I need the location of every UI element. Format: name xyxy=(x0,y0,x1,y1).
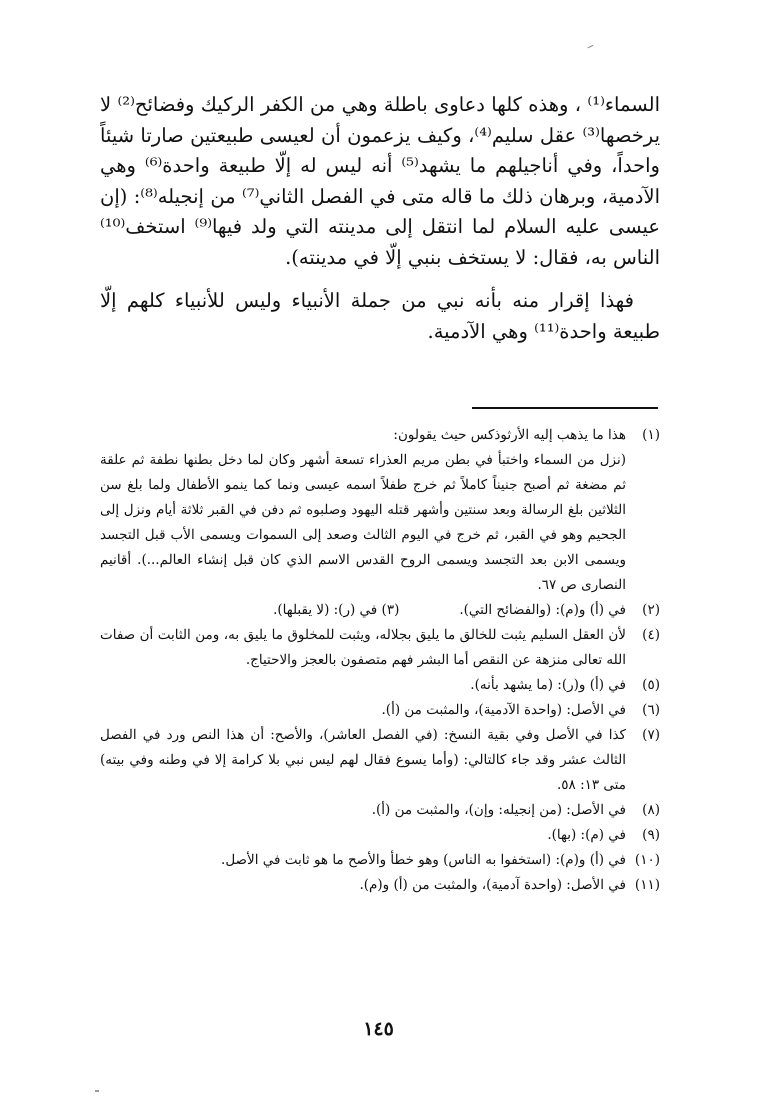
footnote-11 xyxy=(100,873,660,898)
footnote-3-text: في (ر): (لا يقبلها). xyxy=(273,602,378,618)
footnote-6 xyxy=(100,698,660,723)
footnote-10-text: في (أ) و(م): (استخفوا به الناس) وهو خطأ والأصح ما هو ثابت في الأصل. xyxy=(221,852,626,868)
footnote-separator-rule xyxy=(472,407,658,409)
footnote-number: (٧) xyxy=(642,727,660,743)
footnote-3 xyxy=(273,598,399,623)
footnote-number: (٣) xyxy=(381,602,400,618)
footnote-9 xyxy=(100,823,660,848)
footnote-number: (٢) xyxy=(642,602,660,618)
paragraph-2: فهذا إقرار منه بأنه نبي من جملة الأنبياء وليس للأنبياء كلهم إلّا طبيعة واحدة⁽¹¹⁾ وهي الآدمية. xyxy=(100,289,660,343)
footnote-11-text: في الأصل: (واحدة آدمية)، والمثبت من (أ) و(م). xyxy=(359,877,626,893)
footnote-1-intro: هذا ما يذهب إليه الأرثوذكس حيث يقولون: xyxy=(393,427,626,443)
footnote-7 xyxy=(100,723,660,798)
stray-dot-mark xyxy=(95,1090,99,1092)
footnote-8-text: في الأصل: (من إنجيله: وإن)، والمثبت من (أ). xyxy=(371,802,626,818)
footnote-1 xyxy=(100,423,660,598)
footnote-2-text: في (أ) و(م): (والفضائح التي). xyxy=(459,602,626,618)
footnote-number: (١٠) xyxy=(634,852,660,868)
footnote-9-text: في (م): (بها). xyxy=(547,827,626,843)
footnote-8 xyxy=(100,798,660,823)
footnotes-section xyxy=(100,423,660,898)
footnote-5 xyxy=(100,673,660,698)
footnote-body xyxy=(100,598,626,623)
footnote-2-3 xyxy=(100,598,660,623)
footnote-number: (٦) xyxy=(642,702,660,718)
footnote-number: (٩) xyxy=(642,827,660,843)
footnote-number: (٥) xyxy=(642,677,660,693)
footnote-number: (١١) xyxy=(634,877,660,893)
footnote-body xyxy=(100,423,626,598)
footnote-number: (٤) xyxy=(642,627,660,643)
footnote-5-text: في (أ) و(ر): (ما يشهد بأنه). xyxy=(470,677,626,693)
footnote-6-text: في الأصل: (واحدة الآدمية)، والمثبت من (أ). xyxy=(381,702,626,718)
footnote-4-text: لأن العقل السليم يثبت للخالق ما يليق بجلاله، ويثبت للمخلوق ما يليق به، ومن الثابت أن صفات الله تعالى منزهة عن النقص أما البشر فهم متصفون بالعجز والاحتياج. xyxy=(100,627,626,668)
footnote-10 xyxy=(100,848,660,873)
footnote-number: (٨) xyxy=(642,802,660,818)
main-body-text xyxy=(100,90,660,347)
footnote-1-quote: (نزل من السماء واختبأ في بطن مريم العذراء تسعة أشهر وكان لما دخل بطنها نطفة ثم علقة ثم مضغة ثم أصبح جنيناً كاملاً ثم خرج طفلاً اسمه عيسى ونما كما ينمو الأطفال ولما بلغ سن الثلاثين بلغ الرسالة وبعد سنتين وأشهر قتله اليهود وصلبوه ثم دفن في القبر ثلاثة أيام ونزل إلى الجحيم وهو في القبر، ثم خرج في اليوم الثالث وصعد إلى السموات ويسمى الأب قبل التجسد ويسمى الابن بعد التجسد ويسمى الروح القدس الاسم الذي كان قبل إنشاء العالم...). أقانيم النصارى ص ٦٧. xyxy=(100,452,626,593)
page-number: ١٤٥ xyxy=(363,1018,394,1040)
footnote-7-text: كذا في الأصل وفي بقية النسخ: (في الفصل العاشر)، والأصح: أن هذا النص ورد في الفصل الثالث عشر وقد جاء كالتالي: (وأما يسوع فقال لهم ليس نبي بلا كرامة إلا في وطنه وفي بيته) متى ١٣: ٥٨. xyxy=(100,727,626,793)
paragraph-1: السماء⁽¹⁾ ، وهذه كلها دعاوى باطلة وهي من الكفر الركيك وفضائح⁽²⁾ لا يرخصها⁽³⁾ عقل سليم⁽⁴⁾، وكيف يزعمون أن لعيسى طبيعتين صارتا شيئاً واحداً، وفي أناجيلهم ما يشهد⁽⁵⁾ أنه ليس له إلّا طبيعة واحدة⁽⁶⁾ وهي الآدمية، وبرهان ذلك ما قاله متى في الفصل الثاني⁽⁷⁾ من إنجيله⁽⁸⁾: (إن عيسى عليه السلام لما انتقل إلى مدينته التي ولد فيها⁽⁹⁾ استخف⁽¹⁰⁾ الناس به، فقال: لا يستخف بنبي إلّا في مدينته). xyxy=(100,93,660,269)
stray-pen-mark xyxy=(587,45,594,51)
footnote-4 xyxy=(100,623,660,673)
footnote-number: (١) xyxy=(642,427,660,443)
